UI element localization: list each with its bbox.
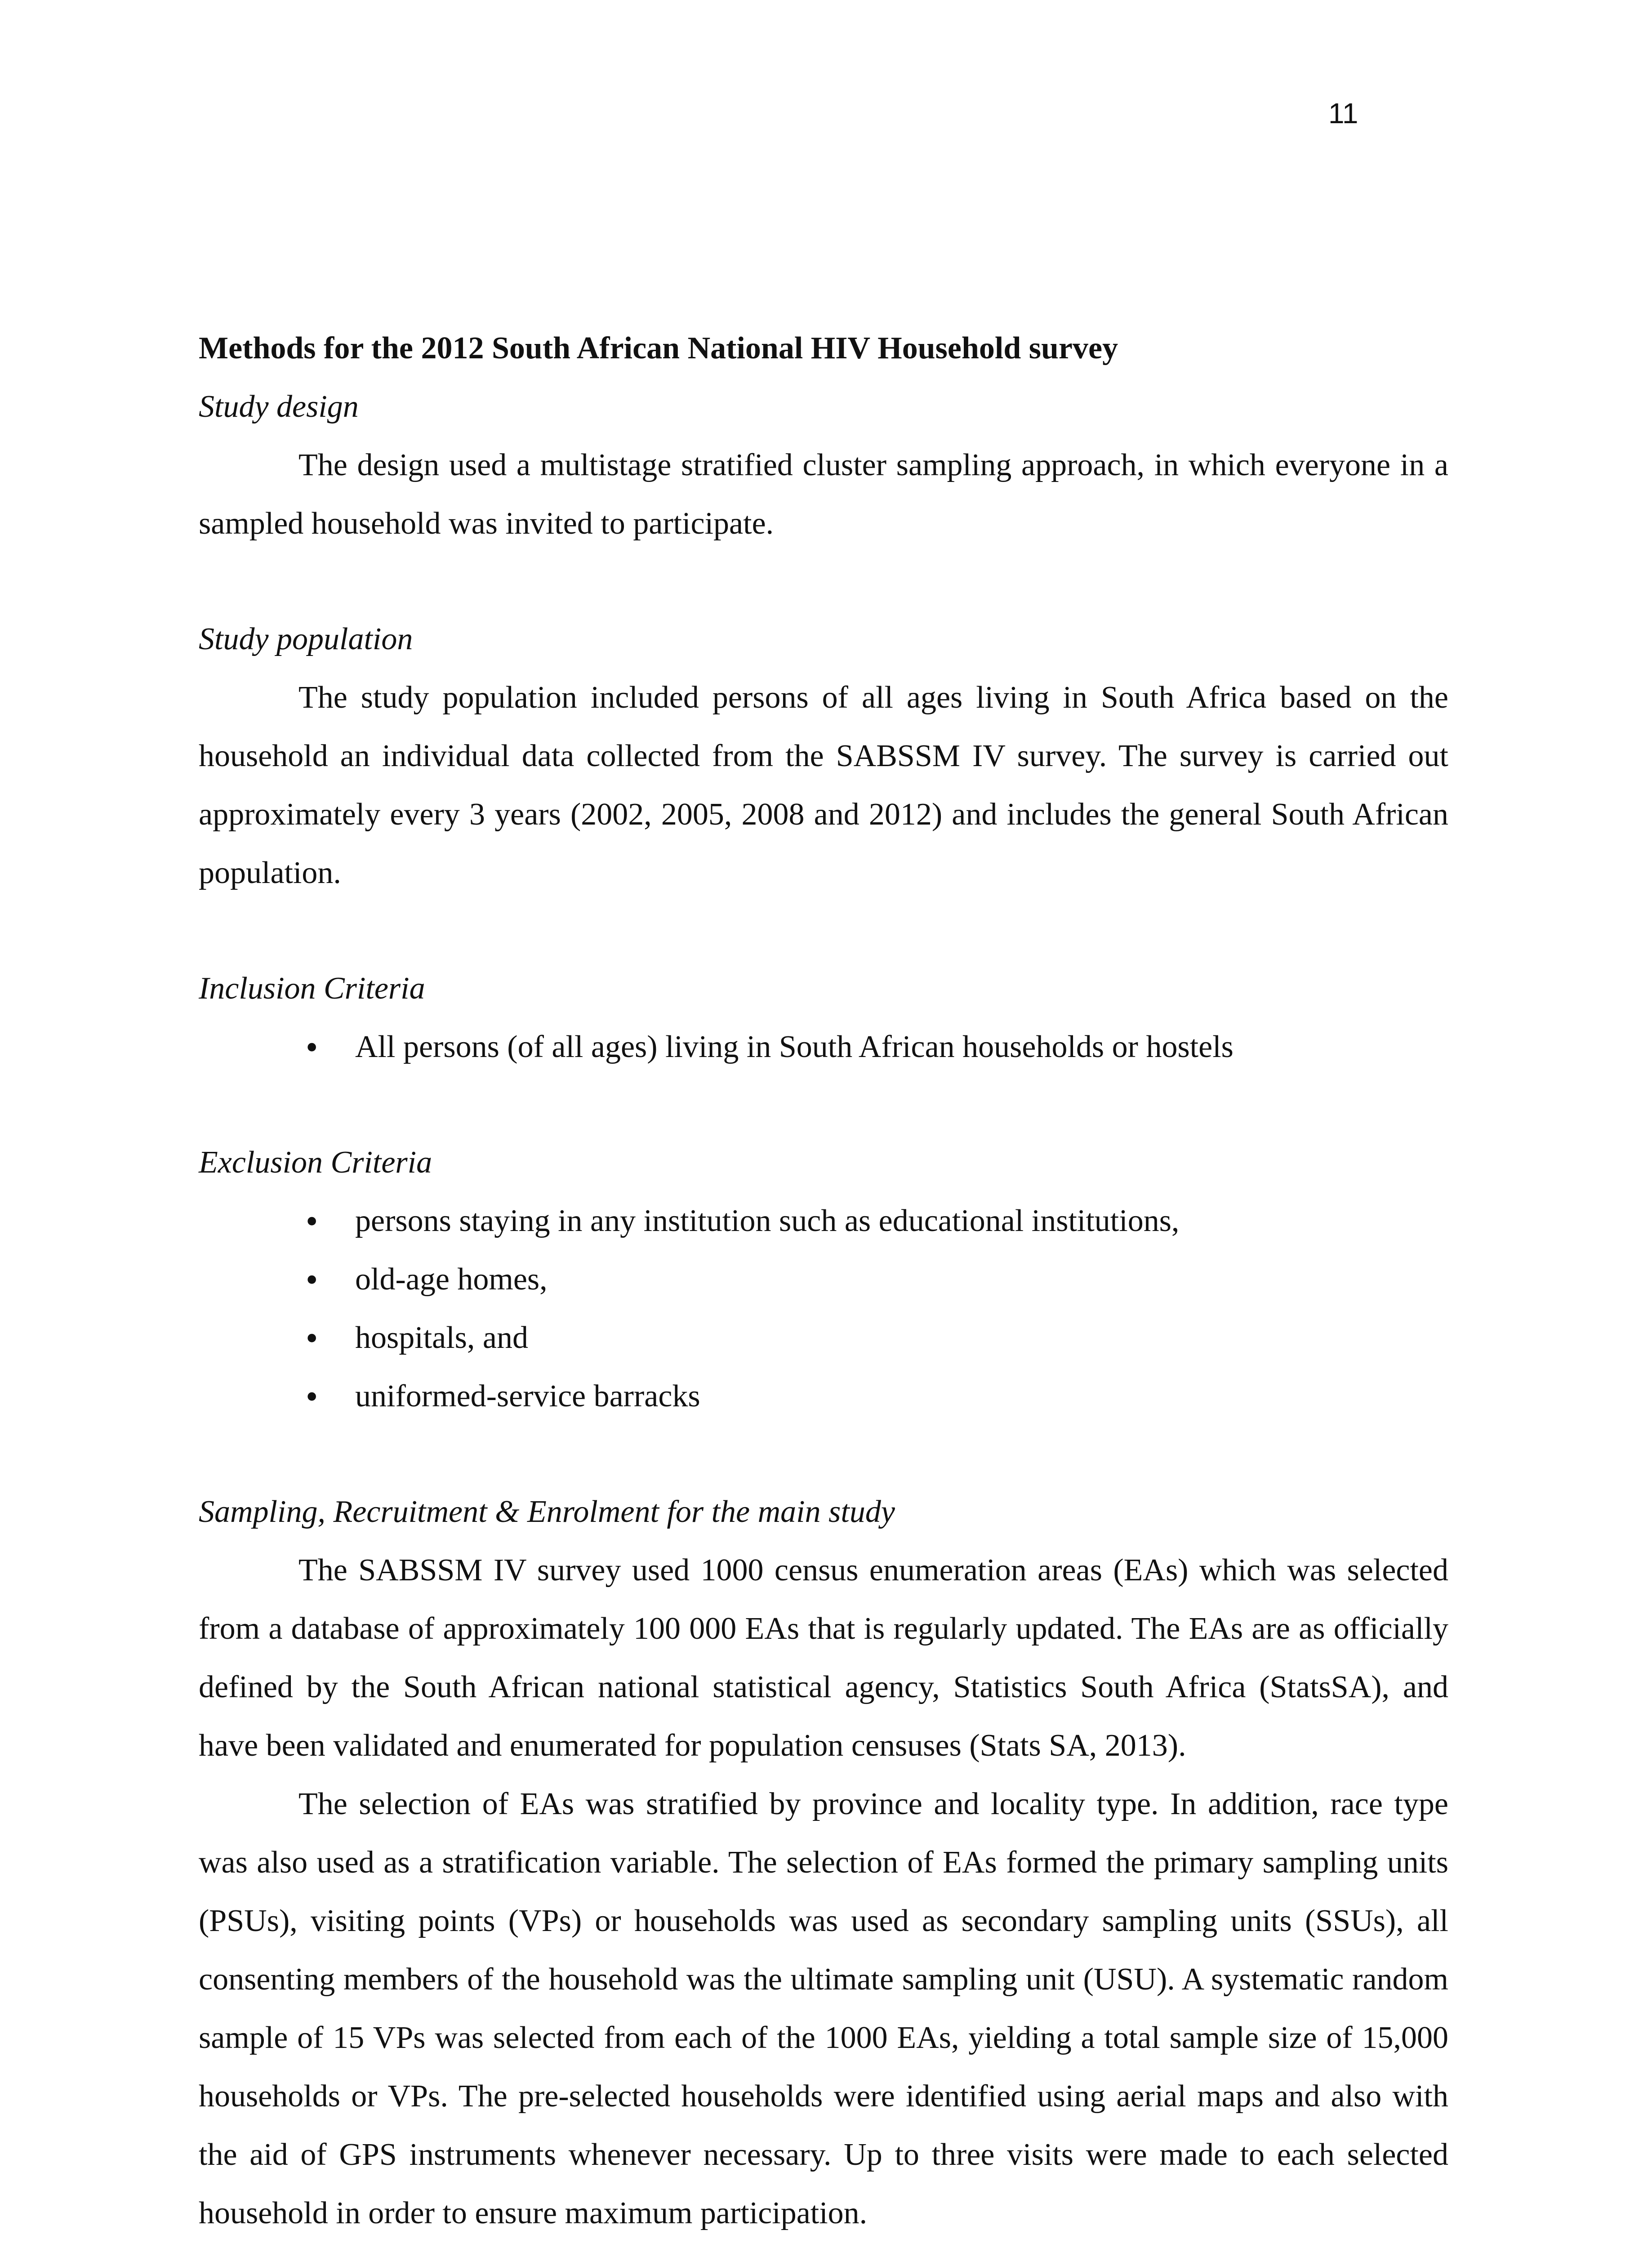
exclusion-criteria-item: • old-age homes, bbox=[199, 1250, 1448, 1309]
heading-sampling-recruitment: Sampling, Recruitment & Enrolment for the main study bbox=[199, 1494, 895, 1529]
paragraph-study-design: The design used a multistage stratified cluster sampling approach, in which everyone in a sampled household was invited to participate. bbox=[199, 448, 1448, 541]
exclusion-criteria-list bbox=[199, 1192, 1448, 1426]
inclusion-criteria-item: • All persons (of all ages) living in South African households or hostels bbox=[199, 1018, 1448, 1076]
paragraph-sampling-selection: The selection of EAs was stratified by province and locality type. In addition, race type was also used as a stratification variable. The selection of EAs formed the primary sampling units (PSUs), visiting points (VPs) or households was used as secondary sampling units (SSUs), all consenting members of the household was the ultimate sampling unit (USU). A systematic random sample of 15 VPs was selected from each of the 1000 EAs, yielding a total sample size of 15,000 households or VPs. The pre-selected households were identified using aerial maps and also with the aid of GPS instruments whenever necessary. Up to three visits were made to each selected household in order to ensure maximum participation. bbox=[199, 1787, 1448, 2230]
exclusion-criteria-item: • uniformed-service barracks bbox=[199, 1367, 1448, 1426]
inclusion-criteria-list bbox=[199, 1018, 1448, 1076]
heading-study-population: Study population bbox=[199, 622, 413, 656]
heading-study-design: Study design bbox=[199, 389, 359, 424]
document-title: Methods for the 2012 South African National HIV Household survey bbox=[199, 331, 1118, 366]
exclusion-criteria-item: • hospitals, and bbox=[199, 1309, 1448, 1367]
document-body bbox=[199, 319, 1448, 2243]
heading-exclusion-criteria: Exclusion Criteria bbox=[199, 1145, 432, 1180]
paragraph-study-population: The study population included persons of all ages living in South Africa based on the household an individual data collected from the SABSSM IV survey. The survey is carried out approximately every 3 years (2002, 2005, 2008 and 2012) and includes the general South African population. bbox=[199, 680, 1448, 890]
paragraph-sampling-ea: The SABSSM IV survey used 1000 census enumeration areas (EAs) which was selected from a database of approximately 100 000 EAs that is regularly updated. The EAs are as officially defined by the South African national statistical agency, Statistics South Africa (StatsSA), and have been validated and enumerated for population censuses (Stats SA, 2013). bbox=[199, 1553, 1448, 1763]
heading-inclusion-criteria: Inclusion Criteria bbox=[199, 971, 425, 1006]
page-number: 11 bbox=[1328, 97, 1358, 129]
exclusion-criteria-item: • persons staying in any institution such as educational institutions, bbox=[199, 1192, 1448, 1250]
